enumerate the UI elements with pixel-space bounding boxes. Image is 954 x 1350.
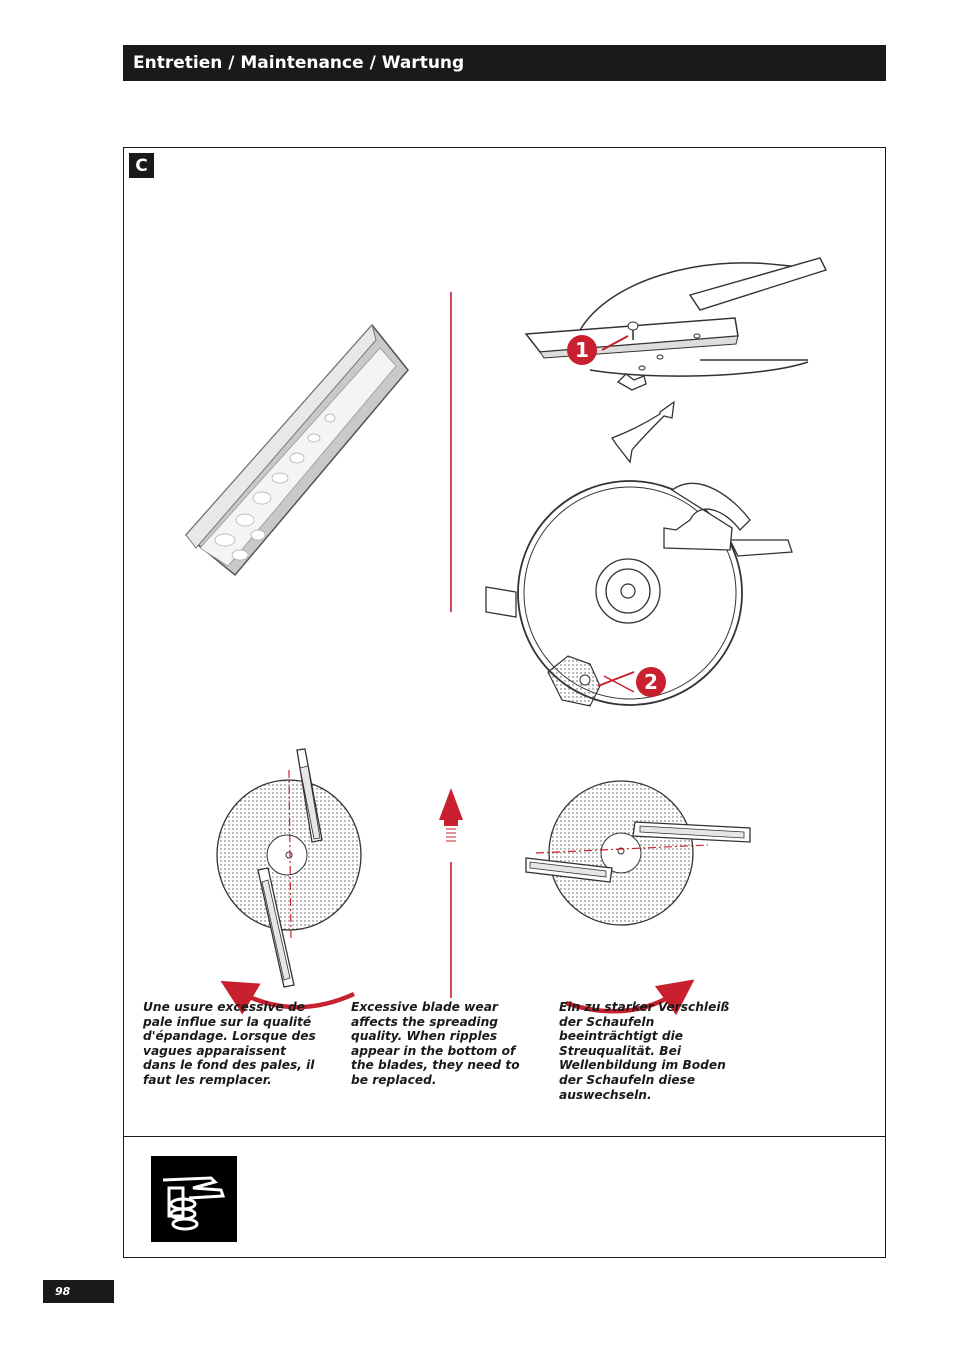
note-german: Ein zu starker Verschleiß der Schaufeln beeinträchtigt die Streuqualität. Bei Wellenbildung im Boden der Schaufeln diese auswechseln. — [559, 1000, 730, 1102]
figure-letter: C — [129, 153, 154, 178]
section-title: Entretien / Maintenance / Wartung — [133, 53, 465, 73]
removal-arrow-outline — [612, 402, 674, 462]
blade-mounting-detail — [526, 258, 826, 390]
disc-left-rotation — [217, 749, 361, 1007]
page-number: 98 — [43, 1280, 114, 1303]
disc-right-rotation — [526, 781, 750, 1011]
rotation-direction-arrow — [439, 788, 463, 820]
note-english: Excessive blade wear affects the spreading quality. When ripples appear in the bottom of the blades, they need to be replaced. — [351, 1000, 520, 1087]
callout-2: 2 — [636, 667, 666, 697]
note-french: Une usure excessive de pale influe sur la qualité d'épandage. Lorsque des vagues apparaissent dans le fond des pales, il faut les remplacer. — [143, 1000, 316, 1087]
worn-blade-image — [186, 325, 408, 575]
callout-1: 1 — [567, 335, 597, 365]
